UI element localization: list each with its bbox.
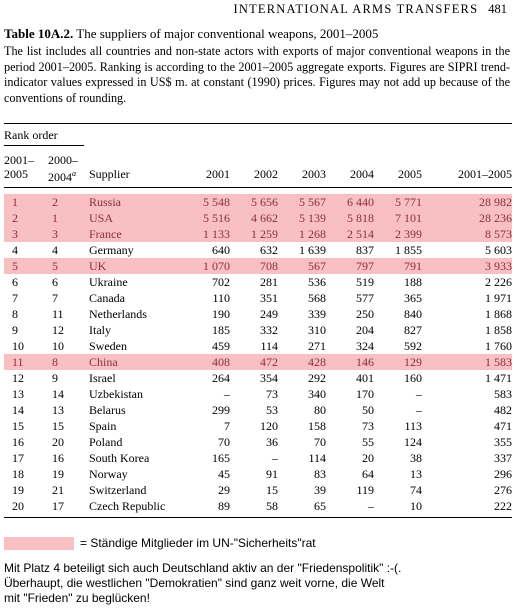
- page-number: 481: [488, 2, 507, 16]
- value-cell: 1 070: [203, 259, 230, 273]
- table-row-highlighted: [4, 226, 512, 242]
- value-cell: 120: [260, 419, 278, 433]
- value-cell: 36: [266, 435, 278, 449]
- rank-2001-2005: 9: [12, 323, 18, 337]
- table-row-highlighted: [4, 258, 512, 274]
- rank-2001-2005: 5: [12, 259, 18, 273]
- value-cell: 28 236: [479, 211, 512, 225]
- value-cell: 20: [362, 451, 374, 465]
- value-cell: –: [368, 499, 374, 513]
- supplier-name: Ukraine: [89, 275, 128, 289]
- value-cell: 310: [308, 323, 326, 337]
- value-cell: 482: [494, 403, 512, 417]
- value-cell: 124: [404, 435, 422, 449]
- rank-2000-2004: 13: [52, 403, 64, 417]
- value-cell: 640: [212, 243, 230, 257]
- value-cell: 2 226: [485, 275, 512, 289]
- value-cell: 91: [266, 467, 278, 481]
- value-cell: 70: [314, 435, 326, 449]
- supplier-name: Uzbekistan: [89, 387, 143, 401]
- table-row: [4, 338, 512, 354]
- value-cell: 73: [362, 419, 374, 433]
- table-row-highlighted: [4, 210, 512, 226]
- value-cell: 165: [212, 451, 230, 465]
- rank-2000-2004: 15: [52, 419, 64, 433]
- supplier-name: Germany: [89, 243, 134, 257]
- value-cell: 38: [410, 451, 422, 465]
- supplier-name: Switzerland: [89, 483, 147, 497]
- rank-2000-2004: 4: [52, 243, 58, 257]
- rank-2000-2004: 21: [52, 483, 64, 497]
- value-cell: 5 656: [251, 195, 278, 209]
- value-cell: 1 268: [299, 227, 326, 241]
- value-cell: 58: [266, 499, 278, 513]
- value-cell: 7 101: [395, 211, 422, 225]
- value-cell: 190: [212, 307, 230, 321]
- value-cell: 408: [212, 355, 230, 369]
- table-row: [4, 418, 512, 434]
- value-cell: 840: [404, 307, 422, 321]
- footnote-marker-a: a: [72, 169, 76, 178]
- running-head: [234, 2, 508, 17]
- rank-2000-2004: 14: [52, 387, 64, 401]
- header-rank-2001-2005-line2: 2005: [4, 167, 28, 181]
- value-cell: 5 548: [203, 195, 230, 209]
- value-cell: 339: [308, 307, 326, 321]
- value-cell: –: [416, 387, 422, 401]
- value-cell: 65: [314, 499, 326, 513]
- legend-text: = Ständige Mitglieder im UN-"Sicherheits"rat: [80, 536, 316, 550]
- value-cell: 702: [212, 275, 230, 289]
- supplier-name: Canada: [89, 291, 125, 305]
- supplier-name: Netherlands: [89, 307, 147, 321]
- value-cell: 73: [266, 387, 278, 401]
- value-cell: 271: [308, 339, 326, 353]
- header-supplier: Supplier: [89, 167, 130, 181]
- value-cell: 80: [314, 403, 326, 417]
- value-cell: 296: [494, 467, 512, 481]
- value-cell: 292: [308, 371, 326, 385]
- value-cell: 1 855: [395, 243, 422, 257]
- value-cell: 119: [356, 483, 374, 497]
- value-cell: 5 603: [485, 243, 512, 257]
- rank-2001-2005: 11: [12, 355, 24, 369]
- value-cell: 188: [404, 275, 422, 289]
- value-cell: 158: [308, 419, 326, 433]
- comment-block: [4, 561, 401, 606]
- header-year: 2002: [254, 167, 278, 181]
- rank-2001-2005: 13: [12, 387, 24, 401]
- value-cell: 567: [308, 259, 326, 273]
- supplier-name: China: [89, 355, 118, 369]
- rank-2000-2004: 12: [52, 323, 64, 337]
- supplier-name: USA: [89, 211, 114, 225]
- header-rank-2000-2004: [48, 153, 78, 184]
- table-row-highlighted: [4, 194, 512, 210]
- rank-2000-2004: 6: [52, 275, 58, 289]
- value-cell: 10: [410, 499, 422, 513]
- rank-2001-2005: 18: [12, 467, 24, 481]
- value-cell: 70: [218, 435, 230, 449]
- rank-2001-2005: 8: [12, 307, 18, 321]
- value-cell: 1 760: [485, 339, 512, 353]
- legend-swatch: [4, 537, 74, 550]
- value-cell: 827: [404, 323, 422, 337]
- rank-2001-2005: 16: [12, 435, 24, 449]
- rank-2001-2005: 15: [12, 419, 24, 433]
- value-cell: 797: [356, 259, 374, 273]
- table-row: [4, 290, 512, 306]
- value-cell: 113: [404, 419, 422, 433]
- value-cell: 2 514: [347, 227, 374, 241]
- table-title-label: Table 10A.2.: [4, 26, 74, 41]
- rank-2001-2005: 14: [12, 403, 24, 417]
- header-year: 2003: [302, 167, 326, 181]
- supplier-name: France: [89, 227, 122, 241]
- value-cell: 39: [314, 483, 326, 497]
- value-cell: 4 662: [251, 211, 278, 225]
- table-title: [4, 26, 378, 42]
- value-cell: 29: [218, 483, 230, 497]
- rank-2001-2005: 17: [12, 451, 24, 465]
- value-cell: 129: [404, 355, 422, 369]
- value-cell: 837: [356, 243, 374, 257]
- table-row: [4, 402, 512, 418]
- comment-line: mit "Frieden" zu beglücken!: [4, 591, 150, 605]
- table-row: [4, 450, 512, 466]
- header-rank-2000-2004-line1: 2000–: [48, 153, 78, 167]
- value-cell: 45: [218, 467, 230, 481]
- value-cell: 471: [494, 419, 512, 433]
- table-row-highlighted: [4, 354, 512, 370]
- supplier-name: Sweden: [89, 339, 127, 353]
- rank-2001-2005: 4: [12, 243, 18, 257]
- value-cell: 15: [266, 483, 278, 497]
- table-row: [4, 274, 512, 290]
- rank-order-rule: [4, 145, 84, 146]
- running-head-title: INTERNATIONAL ARMS TRANSFERS: [233, 2, 479, 16]
- value-cell: 354: [260, 371, 278, 385]
- rank-order-heading: Rank order: [4, 128, 58, 142]
- table-row: [4, 370, 512, 386]
- table-row: [4, 498, 512, 514]
- table-row: [4, 306, 512, 322]
- rank-2000-2004: 20: [52, 435, 64, 449]
- header-rule: [4, 187, 512, 188]
- value-cell: 5 771: [395, 195, 422, 209]
- supplier-name: Russia: [89, 195, 122, 209]
- rank-2001-2005: 3: [12, 227, 18, 241]
- value-cell: 1 971: [485, 291, 512, 305]
- value-cell: 536: [308, 275, 326, 289]
- value-cell: 250: [356, 307, 374, 321]
- table-row: [4, 434, 512, 450]
- value-cell: 459: [212, 339, 230, 353]
- value-cell: 401: [356, 371, 374, 385]
- table-title-text: The suppliers of major conventional weapons, 2001–2005: [73, 26, 379, 41]
- value-cell: 50: [362, 403, 374, 417]
- rank-2001-2005: 10: [12, 339, 24, 353]
- value-cell: 222: [494, 499, 512, 513]
- rank-2000-2004: 2: [52, 195, 58, 209]
- value-cell: 332: [260, 323, 278, 337]
- value-cell: 114: [260, 339, 278, 353]
- value-cell: 1 858: [485, 323, 512, 337]
- value-cell: 204: [356, 323, 374, 337]
- supplier-name: South Korea: [89, 451, 150, 465]
- rank-2000-2004: 19: [52, 467, 64, 481]
- value-cell: 337: [494, 451, 512, 465]
- rank-2000-2004: 5: [52, 259, 58, 273]
- rank-2001-2005: 12: [12, 371, 24, 385]
- value-cell: 6 440: [347, 195, 374, 209]
- value-cell: 632: [260, 243, 278, 257]
- value-cell: 53: [266, 403, 278, 417]
- value-cell: 299: [212, 403, 230, 417]
- value-cell: –: [272, 451, 278, 465]
- rank-2000-2004: 17: [52, 499, 64, 513]
- supplier-name: Spain: [89, 419, 117, 433]
- value-cell: 55: [362, 435, 374, 449]
- value-cell: –: [416, 403, 422, 417]
- supplier-name: Czech Republic: [89, 499, 166, 513]
- value-cell: 1 868: [485, 307, 512, 321]
- value-cell: 355: [494, 435, 512, 449]
- value-cell: 114: [308, 451, 326, 465]
- value-cell: 276: [494, 483, 512, 497]
- value-cell: 351: [260, 291, 278, 305]
- rank-2001-2005: 19: [12, 483, 24, 497]
- value-cell: 7: [224, 419, 230, 433]
- value-cell: 281: [260, 275, 278, 289]
- table-intro: The list includes all countries and non-state actors with exports of major conventional weapons in the period 2001–2005. Ranking is according to the 2001–2005 aggregate exports. Figures are SIPRI trend-indicator values expressed in US$ m. at constant (1990) prices. Figures may not add up because of the conventions of rounding.: [4, 44, 510, 105]
- table-row: [4, 242, 512, 258]
- header-year: 2001–2005: [458, 167, 512, 181]
- value-cell: 185: [212, 323, 230, 337]
- value-cell: 568: [308, 291, 326, 305]
- header-year: 2001: [206, 167, 230, 181]
- value-cell: 577: [356, 291, 374, 305]
- value-cell: –: [224, 387, 230, 401]
- table-row: [4, 482, 512, 498]
- table-row: [4, 322, 512, 338]
- rank-2001-2005: 2: [12, 211, 18, 225]
- value-cell: 160: [404, 371, 422, 385]
- top-rule: [4, 123, 512, 124]
- value-cell: 264: [212, 371, 230, 385]
- value-cell: 1 471: [485, 371, 512, 385]
- rank-2000-2004: 1: [52, 211, 58, 225]
- bottom-rule: [4, 517, 512, 518]
- value-cell: 89: [218, 499, 230, 513]
- rank-2001-2005: 7: [12, 291, 18, 305]
- supplier-name: Italy: [89, 323, 111, 337]
- value-cell: 1 639: [299, 243, 326, 257]
- rank-2001-2005: 20: [12, 499, 24, 513]
- value-cell: 3 933: [485, 259, 512, 273]
- supplier-name: Belarus: [89, 403, 126, 417]
- supplier-name: Norway: [89, 467, 128, 481]
- value-cell: 83: [314, 467, 326, 481]
- value-cell: 13: [410, 467, 422, 481]
- rank-2000-2004: 7: [52, 291, 58, 305]
- value-cell: 5 567: [299, 195, 326, 209]
- value-cell: 110: [212, 291, 230, 305]
- value-cell: 5 139: [299, 211, 326, 225]
- value-cell: 2 399: [395, 227, 422, 241]
- value-cell: 592: [404, 339, 422, 353]
- value-cell: 74: [410, 483, 422, 497]
- value-cell: 324: [356, 339, 374, 353]
- value-cell: 428: [308, 355, 326, 369]
- header-rank-2001-2005: [4, 153, 34, 181]
- value-cell: 365: [404, 291, 422, 305]
- value-cell: 708: [260, 259, 278, 273]
- header-rank-2000-2004-line2: 2004: [48, 170, 72, 184]
- value-cell: 472: [260, 355, 278, 369]
- value-cell: 146: [356, 355, 374, 369]
- value-cell: 340: [308, 387, 326, 401]
- value-cell: 583: [494, 387, 512, 401]
- value-cell: 519: [356, 275, 374, 289]
- value-cell: 5 516: [203, 211, 230, 225]
- value-cell: 1 133: [203, 227, 230, 241]
- value-cell: 28 982: [479, 195, 512, 209]
- value-cell: 1 259: [251, 227, 278, 241]
- rank-2000-2004: 16: [52, 451, 64, 465]
- rank-2000-2004: 9: [52, 371, 58, 385]
- table-row: [4, 386, 512, 402]
- table-row: [4, 466, 512, 482]
- value-cell: 170: [356, 387, 374, 401]
- supplier-name: Poland: [89, 435, 123, 449]
- supplier-name: Israel: [89, 371, 116, 385]
- rank-2001-2005: 6: [12, 275, 18, 289]
- value-cell: 1 583: [485, 355, 512, 369]
- value-cell: 64: [362, 467, 374, 481]
- rank-2001-2005: 1: [12, 195, 18, 209]
- comment-line: Überhaupt, die westlichen "Demokratien" sind ganz weit vorne, die Welt: [4, 576, 385, 590]
- value-cell: 249: [260, 307, 278, 321]
- rank-2000-2004: 10: [52, 339, 64, 353]
- value-cell: 5 818: [347, 211, 374, 225]
- header-year: 2004: [350, 167, 374, 181]
- rank-2000-2004: 3: [52, 227, 58, 241]
- supplier-name: UK: [89, 259, 107, 273]
- header-rank-2001-2005-line1: 2001–: [4, 153, 34, 167]
- value-cell: 8 573: [485, 227, 512, 241]
- value-cell: 791: [404, 259, 422, 273]
- header-year: 2005: [398, 167, 422, 181]
- rank-2000-2004: 11: [52, 307, 64, 321]
- rank-2000-2004: 8: [52, 355, 58, 369]
- comment-line: Mit Platz 4 beteiligt sich auch Deutschland aktiv an der "Friedenspolitik" :-(.: [4, 561, 402, 575]
